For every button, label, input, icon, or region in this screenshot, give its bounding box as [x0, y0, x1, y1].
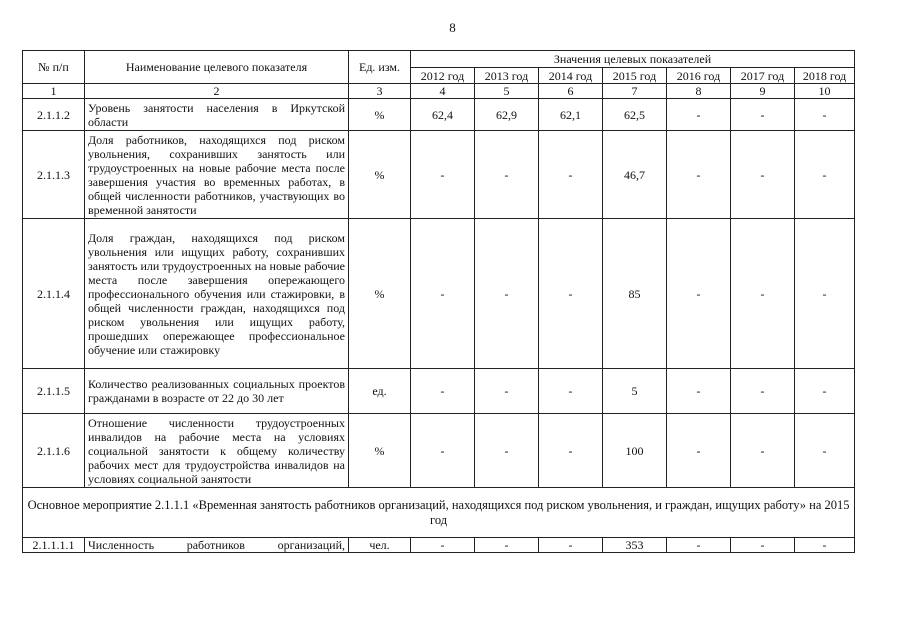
row-value: - [795, 538, 855, 553]
row-value: 62,9 [475, 99, 539, 131]
row-unit: ед. [349, 369, 411, 414]
table-row [23, 131, 855, 219]
row-value: - [795, 219, 855, 369]
column-numbering-row [23, 84, 855, 99]
header-year: 2012 год [411, 68, 475, 84]
header-year: 2017 год [731, 68, 795, 84]
column-number: 8 [667, 84, 731, 99]
column-number: 6 [539, 84, 603, 99]
row-unit: чел. [349, 538, 411, 553]
header-num: № п/п [23, 51, 85, 84]
row-value: 46,7 [603, 131, 667, 219]
row-unit: % [349, 414, 411, 488]
row-value: - [667, 131, 731, 219]
row-name: Доля граждан, находящихся под риском увольнения или ищущих работу, сохранивших занятость или трудоустроенных на новые рабочие места после завершения опережающего профессионального обучения или стажировки, в общей численности граждан, находящихся под риском увольнения или ищущих работу, прошедших опережающее профессиональное обучение или стажировку [85, 219, 349, 369]
row-value: - [795, 414, 855, 488]
section-title: Основное мероприятие 2.1.1.1 «Временная занятость работников организаций, находящихся под риском увольнения, и граждан, ищущих работу» на 2015 год [23, 488, 855, 538]
column-number: 4 [411, 84, 475, 99]
row-value: - [731, 131, 795, 219]
table-row [23, 99, 855, 131]
header-year: 2016 год [667, 68, 731, 84]
row-value: 5 [603, 369, 667, 414]
column-number: 2 [85, 84, 349, 99]
row-value: - [475, 219, 539, 369]
row-value: - [795, 131, 855, 219]
row-value: 353 [603, 538, 667, 553]
row-num: 2.1.1.6 [23, 414, 85, 488]
column-number: 9 [731, 84, 795, 99]
row-unit: % [349, 99, 411, 131]
row-value: 62,4 [411, 99, 475, 131]
row-value: - [667, 414, 731, 488]
table-row [23, 414, 855, 488]
row-name: Количество реализованных социальных проектов гражданами в возрасте от 22 до 30 лет [85, 369, 349, 414]
table-row [23, 538, 855, 553]
row-value: - [475, 538, 539, 553]
row-num: 2.1.1.5 [23, 369, 85, 414]
row-value: - [411, 538, 475, 553]
column-number: 7 [603, 84, 667, 99]
target-indicators-table [22, 50, 855, 553]
row-name: Численность работников организаций, [85, 538, 349, 553]
column-number: 5 [475, 84, 539, 99]
header-year: 2014 год [539, 68, 603, 84]
row-value: - [475, 369, 539, 414]
row-name: Отношение численности трудоустроенных инвалидов на рабочие места на условиях социальной занятости к общему количеству рабочих мест для трудоустройства инвалидов на условиях социальной занятости [85, 414, 349, 488]
row-value: - [475, 131, 539, 219]
row-value: - [475, 414, 539, 488]
row-value: - [667, 219, 731, 369]
column-number: 10 [795, 84, 855, 99]
row-value: - [667, 538, 731, 553]
header-name: Наименование целевого показателя [85, 51, 349, 84]
row-value: - [539, 131, 603, 219]
row-value: - [731, 414, 795, 488]
row-unit: % [349, 219, 411, 369]
column-number: 3 [349, 84, 411, 99]
row-value: - [667, 99, 731, 131]
column-number: 1 [23, 84, 85, 99]
table-row [23, 219, 855, 369]
header-year: 2018 год [795, 68, 855, 84]
row-num: 2.1.1.3 [23, 131, 85, 219]
row-value: - [411, 369, 475, 414]
row-value: - [667, 369, 731, 414]
row-unit: % [349, 131, 411, 219]
row-value: - [539, 219, 603, 369]
header-row [23, 51, 855, 68]
page-number: 8 [449, 20, 456, 35]
row-value: - [411, 131, 475, 219]
header-unit: Ед. изм. [349, 51, 411, 84]
row-value: - [731, 538, 795, 553]
row-value: 62,5 [603, 99, 667, 131]
row-num: 2.1.1.2 [23, 99, 85, 131]
row-value: - [411, 219, 475, 369]
row-value: - [731, 219, 795, 369]
row-value: - [731, 369, 795, 414]
row-name: Доля работников, находящихся под риском увольнения, сохранивших занятость или трудоустроенных на новые рабочие места после завершения участия во временных работах, в общей численности работников, участвующих во временной занятости [85, 131, 349, 219]
header-year: 2013 год [475, 68, 539, 84]
row-value: 100 [603, 414, 667, 488]
row-value: 85 [603, 219, 667, 369]
row-value: - [539, 538, 603, 553]
table-row [23, 369, 855, 414]
row-value: - [731, 99, 795, 131]
row-value: - [539, 414, 603, 488]
row-value: - [795, 99, 855, 131]
section-row [23, 488, 855, 538]
row-value: 62,1 [539, 99, 603, 131]
row-num: 2.1.1.1.1 [23, 538, 85, 553]
row-num: 2.1.1.4 [23, 219, 85, 369]
header-values: Значения целевых показателей [411, 51, 855, 68]
row-name: Уровень занятости населения в Иркутской области [85, 99, 349, 131]
row-value: - [539, 369, 603, 414]
row-value: - [411, 414, 475, 488]
row-value: - [795, 369, 855, 414]
header-year: 2015 год [603, 68, 667, 84]
